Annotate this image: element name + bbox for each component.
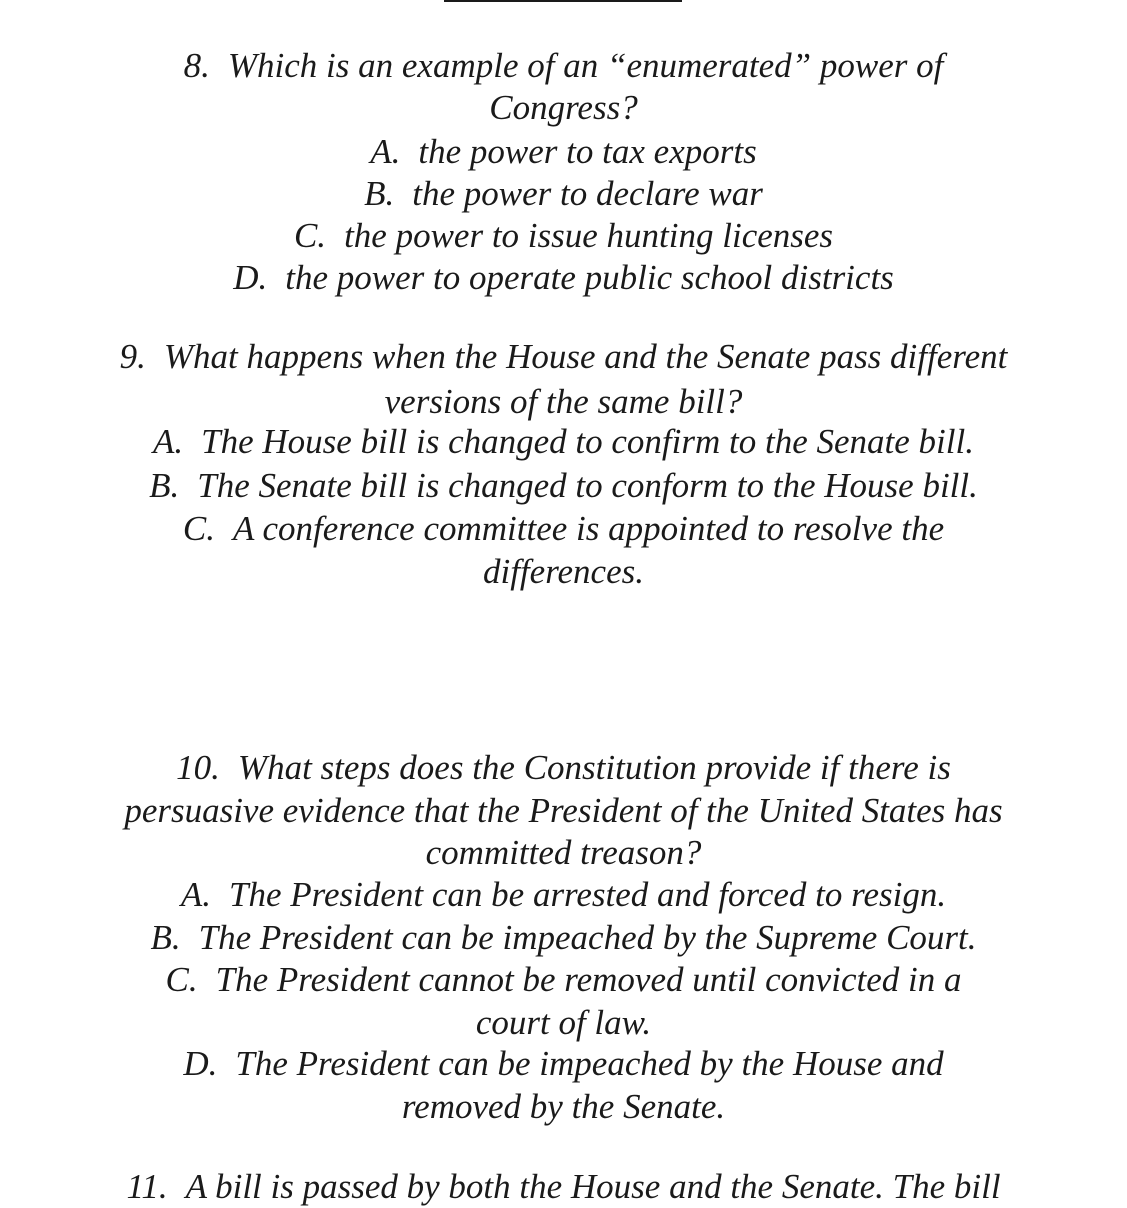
question-10-option-d-continued: removed by the Senate.: [401, 1087, 726, 1126]
question-9-option-c[interactable]: C. A conference committee is appointed to resolve the: [182, 509, 945, 548]
question-8-option-c[interactable]: C. the power to issue hunting licenses: [293, 216, 834, 255]
question-8-option-a[interactable]: A. the power to tax exports: [370, 132, 757, 171]
top-rule-divider: [444, 0, 682, 2]
question-9-stem-line-1: 9. What happens when the House and the Senate pass different: [119, 337, 1008, 376]
question-8-stem-line-1: 8. Which is an example of an “enumerated” power of: [183, 46, 944, 85]
question-10-option-a[interactable]: A. The President can be arrested and forced to resign.: [180, 875, 947, 914]
question-10-stem-line-2: persuasive evidence that the President of the United States has: [124, 791, 1003, 830]
question-11-number: 11.: [126, 1167, 168, 1206]
question-9-option-c-continued: differences.: [482, 552, 644, 591]
question-10-option-b[interactable]: B. The President can be impeached by the Supreme Court.: [150, 918, 977, 957]
question-8-number: 8.: [183, 46, 210, 85]
question-9-option-a[interactable]: A. The House bill is changed to confirm to the Senate bill.: [153, 422, 974, 461]
question-10-stem-line-1: 10. What steps does the Constitution provide if there is: [176, 748, 951, 787]
question-10-option-d[interactable]: D. The President can be impeached by the House and: [183, 1044, 944, 1083]
question-10-stem-line-3: committed treason?: [425, 833, 702, 872]
question-8-stem-line-2: Congress?: [489, 88, 638, 127]
question-8-option-b[interactable]: B. the power to declare war: [364, 174, 763, 213]
question-9-number: 9.: [119, 337, 146, 376]
question-10-number: 10.: [176, 748, 220, 787]
question-11-stem-line-1: 11. A bill is passed by both the House and the Senate. The bill: [126, 1167, 1001, 1206]
question-9-stem-line-2: versions of the same bill?: [384, 382, 743, 421]
question-10-option-c[interactable]: C. The President cannot be removed until convicted in a: [165, 960, 962, 999]
question-9-option-b[interactable]: B. The Senate bill is changed to conform to the House bill.: [149, 466, 978, 505]
question-8-option-d[interactable]: D. the power to operate public school districts: [233, 258, 894, 297]
question-10-option-c-continued: court of law.: [475, 1003, 652, 1042]
